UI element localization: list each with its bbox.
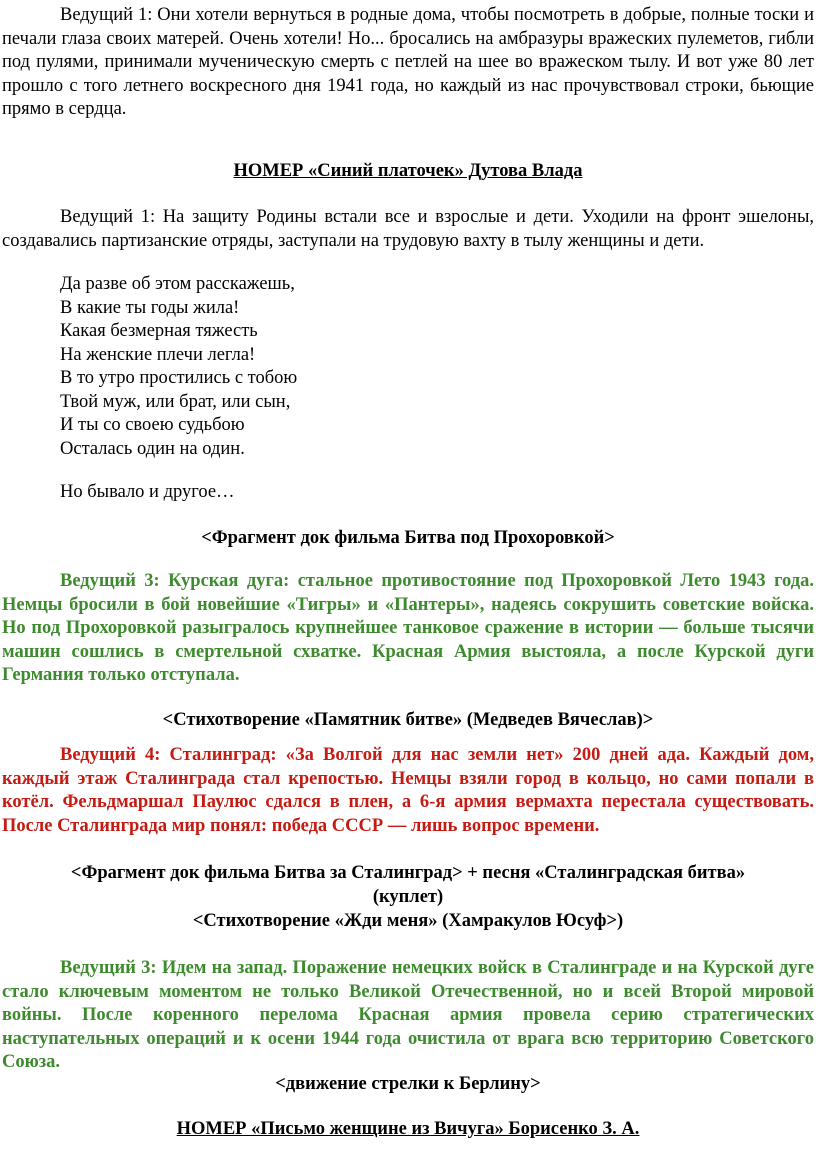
paragraph-host4-stalingrad: Ведущий 4: Сталинград: «За Волгой для нас земли нет» 200 дней ада. Каждый дом, каждый этаж Сталинграда стал крепостью. Немцы взяли город в кольцо, но сами попали в котёл. Фельдмаршал Паулюс сдался в плен, а 6-я армия вермахта перестала существовать. После Сталинграда мир понял: победа СССР — лишь вопрос времени. <box>2 745 814 836</box>
poem-line: Какая безмерная тяжесть <box>60 321 258 341</box>
but-other-line: Но бывало и другое… <box>60 482 235 502</box>
paragraph-host3-kursk: Ведущий 3: Курская дуга: стальное противостояние под Прохоровкой Лето 1943 года. Немцы бросили в бой новейшие «Тигры» и «Пантеры», надеясь сокрушить советские войска. Но под Прохоровкой разыгралось крупнейшее танковое сражение в истории — больше тысячи машин сошлись в смертельной схватке. Красная Армия выстояла, а после Курской дуги Германия только отступала. <box>2 571 814 685</box>
paragraph-host1-defense: Ведущий 1: На защиту Родины встали все и взрослые и дети. Уходили на фронт эшелоны, создавались партизанские отряды, заступали на трудовую вахту в тылу женщины и дети. <box>2 207 814 251</box>
poem-line: Твой муж, или брат, или сын, <box>60 391 291 412</box>
poem-monument: <Стихотворение «Памятник битве» (Медведев Вячеслав)> <box>162 710 654 730</box>
poem-block <box>60 273 297 461</box>
fragment-stalingrad-line1: <Фрагмент док фильма Битва за Сталинград> + песня «Сталинградская битва» <box>70 863 746 883</box>
poem-line: Да разве об этом расскажешь, <box>60 274 295 294</box>
number-letter-text: НОМЕР «Письмо женщине из Вичуга» Борисенко З. А. <box>176 1119 640 1139</box>
poem-wait-for-me: <Стихотворение «Жди меня» (Хамракулов Юсуф>) <box>192 911 624 931</box>
arrow-to-berlin: <движение стрелки к Берлину> <box>275 1074 541 1094</box>
number-blue-scarf-text: НОМЕР «Синий платочек» Дутова Влада <box>233 161 583 181</box>
poem-line: В какие ты годы жила! <box>60 297 240 318</box>
number-blue-scarf <box>0 160 816 184</box>
fragment-prokhorovka: <Фрагмент док фильма Битва под Прохоровкой> <box>201 528 615 548</box>
poem-line: Осталась один на один. <box>60 438 245 459</box>
paragraph-host1-intro: Ведущий 1: Они хотели вернуться в родные дома, чтобы посмотреть в добрые, полные тоски и печали глаза своих матерей. Очень хотели! Но... бросались на амбразуры вражеских пулеметов, гибли под пулями, принимали мученическую смерть с петлей на шее во вражеском тылу. И вот уже 80 лет прошло с того летнего воскресного дня 1941 года, но каждый из нас прочувствовал строки, бьющие прямо в сердца. <box>2 5 814 119</box>
poem-line: В то утро простились с тобою <box>60 368 298 388</box>
fragment-stalingrad-line2: (куплет) <box>372 887 444 907</box>
poem-line: И ты со своею судьбою <box>60 415 245 435</box>
poem-line: На женские плечи легла! <box>60 344 256 365</box>
number-letter <box>0 1118 816 1142</box>
paragraph-host3-west: Ведущий 3: Идем на запад. Поражение немецких войск в Сталинграде и на Курской дуге стало ключевым моментом не только Великой Отечественной, но и всей Второй мировой войны. После коренного перелома Красная армия провела серию стратегических наступательных операций и к осени 1944 года очистила от врага всю территорию Советского Союза. <box>2 958 814 1072</box>
